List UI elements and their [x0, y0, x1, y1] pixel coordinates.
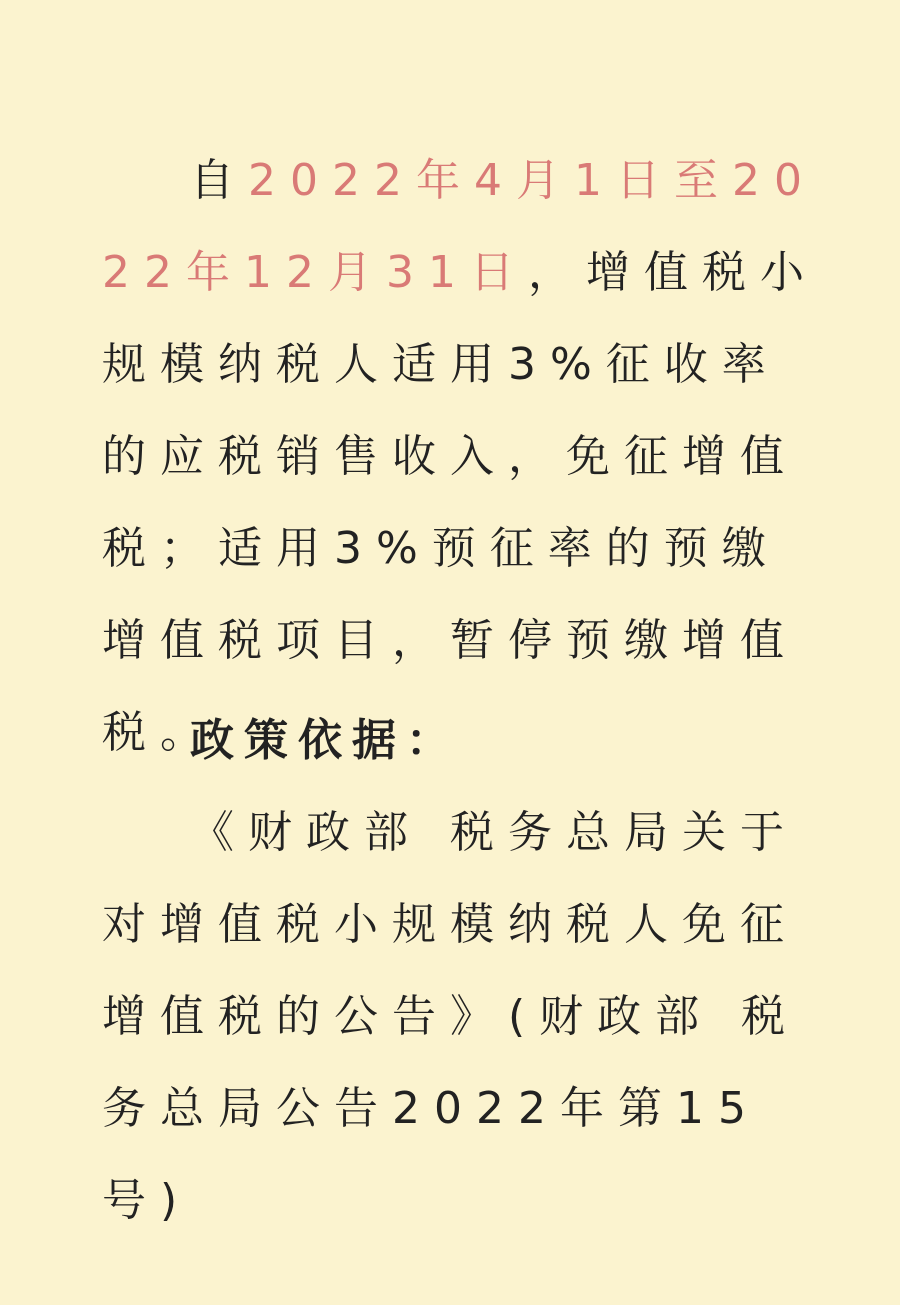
paragraph-lead: 自 — [190, 155, 248, 206]
policy-paragraph — [102, 135, 822, 779]
policy-basis-heading: 政策依据： — [190, 715, 460, 766]
policy-basis-reference: 《财政部 税务总局关于对增值税小规模纳税人免征增值税的公告》(财政部 税务总局公告2022年第15号) — [102, 807, 800, 1226]
paragraph-body: ，增值税小规模纳税人适用3%征收率的应税销售收入，免征增值税；适用3%预征率的预缴增值税项目，暂停预缴增值税。 — [102, 247, 818, 758]
date-range: 2022年4月1日至2022年12月31日 — [102, 155, 816, 298]
